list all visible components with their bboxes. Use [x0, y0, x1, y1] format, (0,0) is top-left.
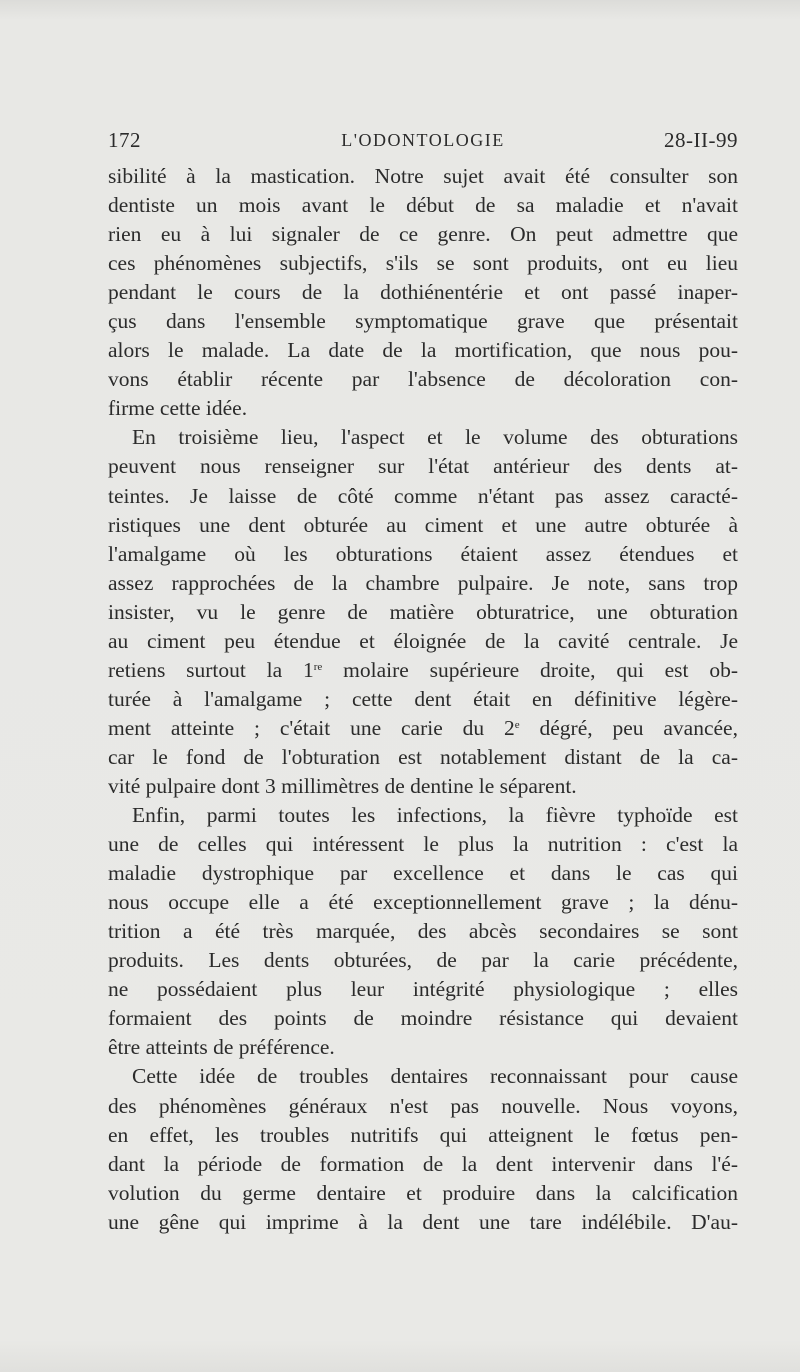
text-line: des phénomènes généraux n'est pas nouvelle. Nous voyons, — [108, 1093, 738, 1118]
text-line: être atteints de préférence. — [108, 1035, 335, 1060]
text-line: une de celles qui intéressent le plus la nutrition : c'est la — [108, 832, 738, 857]
text-line: firme cette idée. — [108, 396, 248, 421]
text-line: insister, vu le genre de matière obturatrice, une obturation — [108, 599, 738, 624]
text-line: alors le malade. La date de la mortification, que nous pou- — [108, 338, 738, 363]
issue-date: 28-II-99 — [664, 128, 738, 152]
page-number: 172 — [108, 128, 141, 152]
text-line — [108, 656, 738, 685]
ordinal-superscript: e — [514, 718, 520, 731]
text-line: dant la période de formation de la dent intervenir dans l'é- — [108, 1151, 738, 1176]
text-line: teintes. Je laisse de côté comme n'étant pas assez caracté- — [108, 483, 738, 508]
text-line: trition a été très marquée, des abcès secondaires se sont — [108, 919, 738, 944]
text-line: sibilité à la mastication. Notre sujet avait été consulter son — [108, 164, 738, 188]
text-fragment: retiens surtout la 1 — [108, 657, 314, 682]
text-line: pendant le cours de la dothiénentérie et ont passé inaper- — [108, 280, 738, 305]
text-line: volution du germe dentaire et produire dans la calcification — [108, 1180, 738, 1205]
text-line: formaient des points de moindre résistance qui devaient — [108, 1006, 738, 1031]
text-line: produits. Les dents obturées, de par la carie précédente, — [108, 948, 738, 973]
text-line: une gêne qui imprime à la dent une tare indélébile. D'au- — [108, 1209, 738, 1234]
text-line: en effet, les troubles nutritifs qui atteignent le fœtus pen- — [108, 1122, 738, 1147]
text-line: nous occupe elle a été exceptionnellement grave ; la dénu- — [108, 890, 738, 915]
body-text — [108, 162, 738, 1237]
text-fragment: ment atteinte ; c'était une carie du 2 — [108, 715, 515, 740]
text-line: turée à l'amalgame ; cette dent était en définitive légère- — [108, 686, 738, 711]
journal-title: L'ODONTOLOGIE — [341, 130, 505, 150]
text-line: maladie dystrophique par excellence et dans le cas qui — [108, 861, 738, 886]
text-fragment: dégré, peu avancée, — [519, 715, 738, 740]
text-line: Enfin, parmi toutes les infections, la fièvre typhoïde est — [132, 803, 738, 828]
text-line: au ciment peu étendue et éloignée de la cavité centrale. Je — [108, 628, 738, 653]
text-line: Cette idée de troubles dentaires reconnaissant pour cause — [132, 1064, 738, 1089]
text-line: vité pulpaire dont 3 millimètres de dentine le séparent. — [108, 773, 577, 798]
text-line: vons établir récente par l'absence de décoloration con- — [108, 367, 738, 392]
text-line: dentiste un mois avant le début de sa maladie et n'avait — [108, 193, 738, 218]
text-line: çus dans l'ensemble symptomatique grave que présentait — [108, 309, 738, 334]
text-line: ristiques une dent obturée au ciment et une autre obturée à — [108, 512, 738, 537]
text-line: car le fond de l'obturation est notablement distant de la ca- — [108, 744, 738, 769]
text-line: l'amalgame où les obturations étaient assez étendues et — [108, 541, 738, 566]
text-line: assez rapprochées de la chambre pulpaire. Je note, sans trop — [108, 570, 738, 595]
ordinal-superscript: re — [313, 660, 323, 673]
text-line: peuvent nous renseigner sur l'état antérieur des dents at- — [108, 454, 738, 479]
text-line: En troisième lieu, l'aspect et le volume des obturations — [132, 425, 738, 450]
text-line: ces phénomènes subjectifs, s'ils se sont produits, ont eu lieu — [108, 251, 738, 276]
text-line: rien eu à lui signaler de ce genre. On peut admettre que — [108, 222, 738, 247]
text-line: ne possédaient plus leur intégrité physiologique ; elles — [108, 977, 738, 1002]
running-head — [108, 128, 738, 158]
text-line — [108, 714, 738, 743]
text-fragment: molaire supérieure droite, qui est ob- — [322, 657, 738, 682]
